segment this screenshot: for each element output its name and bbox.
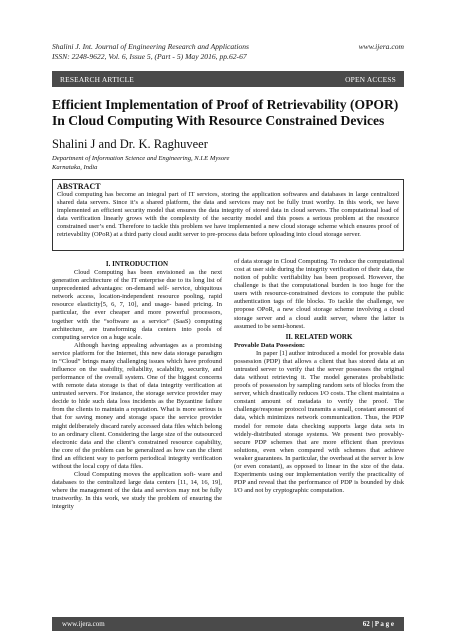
- footer-bar: [52, 617, 404, 631]
- running-header: [52, 42, 404, 62]
- affiliation-line: Department of Information Science and Engineering, N.I.E Mysore: [52, 155, 230, 162]
- affiliation: [52, 154, 229, 172]
- left-column: [52, 258, 222, 511]
- authors: Shalini J and Dr. K. Raghuveer: [52, 137, 208, 151]
- abstract-heading: ABSTRACT: [57, 182, 101, 191]
- article-type-bar: [52, 71, 404, 87]
- open-access-label: OPEN ACCESS: [345, 74, 396, 84]
- subsection-heading: Provable Data Possesion:: [234, 341, 305, 349]
- paragraph: of data storage in Cloud Computing. To reduce the computational cost at user side during the integrity verification of their data, the notion of public verifiability has been proposed. However, the challenge is that the computational burden is too huge for the users with resource-constrained devices to compute the public authentication tags of file blocks. To tackle the challenge, we propose OPoR, a new cloud storage scheme involving a cloud storage server and a cloud audit server, where the latter is assumed to be semi-honest.: [234, 258, 404, 330]
- paragraph: Cloud Computing moves the application soft- ware and databases to the centralized large data centers [11, 14, 16, 19], where the management of the data and services may not be fully trustworthy. In this work, we study the problem of ensuring the integrity: [52, 471, 222, 511]
- paragraph: Although having appealing advantages as a promising service platform for the Internet, this new data storage paradigm in “Cloud” brings many challenging issues which have profound influence on the usability, reliability, scalability, security, and performance of the overall system. One of the biggest concerns with remote data storage is that of data integrity verification at untrusted servers. For instance, the storage service provider may decide to hide such data loss incidents as the Byzantine failure from the clients to maintain a reputation. What is more serious is that for saving money and storage space the service provider might deliberately discard rarely accessed data files which belong to an ordinary client. Considering the large size of the outsourced electronic data and the client’s constrained resource capability, the core of the problem can be generalized as how can the client find an efficient way to perform periodical integrity verification without the local copy of data files.: [52, 341, 222, 470]
- abstract-box: [52, 179, 404, 251]
- research-article-label: RESEARCH ARTICLE: [60, 74, 134, 84]
- footer-website: www.ijera.com: [62, 620, 105, 628]
- paper-title: Efficient Implementation of Proof of Retrievability (OPOR) In Cloud Computing With Resource Constrained Devices: [52, 97, 399, 128]
- section-heading-introduction: I. INTRODUCTION: [105, 260, 169, 268]
- journal-name: Shalini J. Int. Journal of Engineering Research and Applications: [52, 42, 249, 51]
- paragraph: In paper [1] author introduced a model for provable data possession (PDP) that allows a client that has stored data at an untrusted server to verify that the server possesses the original data without retrieving it. The model generates probabilistic proofs of possession by sampling random sets of blocks from the server, which drastically reduces I/O costs. The client maintains a constant amount of metadata to verify the proof. The challenge/response protocol transmits a small, constant amount of data, which minimizes network communication. Thus, the PDP model for remote data checking supports large data sets in widely-distributed storage systems. We present two provably-secure PDP schemes that are more efficient than previous solutions, even when compared with schemes that achieve weaker guarantees. In particular, the overhead at the server is low (or even constant), as opposed to linear in the size of the data. Experiments using our implementation verify the practicality of PDP and reveal that the performance of PDP is bounded by disk I/O and not by cryptographic computation.: [234, 349, 404, 495]
- right-column: [234, 258, 404, 495]
- issn-line: ISSN: 2248-9622, Vol. 6, Issue 5, (Part - 5) May 2016, pp.62-67: [52, 52, 247, 61]
- page-number: 62 | P a g e: [362, 620, 394, 628]
- abstract-text: Cloud computing has become an integral part of IT services, storing the application softwares and databases in large centralized shared data servers. Since it’s a shared platform, the data and services may not be fully trust worthy. In this work, we have implemented an efficient security model that ensures the data integrity of stored data in cloud servers. The computational load of data verification linearly grows with the complexity of the security model and this poses a serious problem at the resource constrained user’s end. Therefore to tackle this problem we have implemented a new cloud storage scheme which ensures proof of retrievability (OPoR) at a third party cloud audit server to pre-process data before uploading into cloud storage server.: [57, 191, 399, 239]
- section-heading-related-work: II. RELATED WORK: [285, 332, 353, 341]
- affiliation-line: Karnataka, India: [52, 164, 98, 171]
- paragraph: Cloud Computing has been envisioned as the next generation architecture of the IT enterprise due to its long list of unprecedented advantages: on-demand self- service, ubiquitous network access, location-independent resource pooling, rapid resource elasticity[5, 6, 7, 10], and usage- based pricing. In particular, the ever cheaper and more powerful processors, together with the “software as a service” (SaaS) computing architecture, are transforming data centers into pools of computing service on a huge scale.: [52, 269, 222, 341]
- journal-website: www.ijera.com: [358, 42, 404, 51]
